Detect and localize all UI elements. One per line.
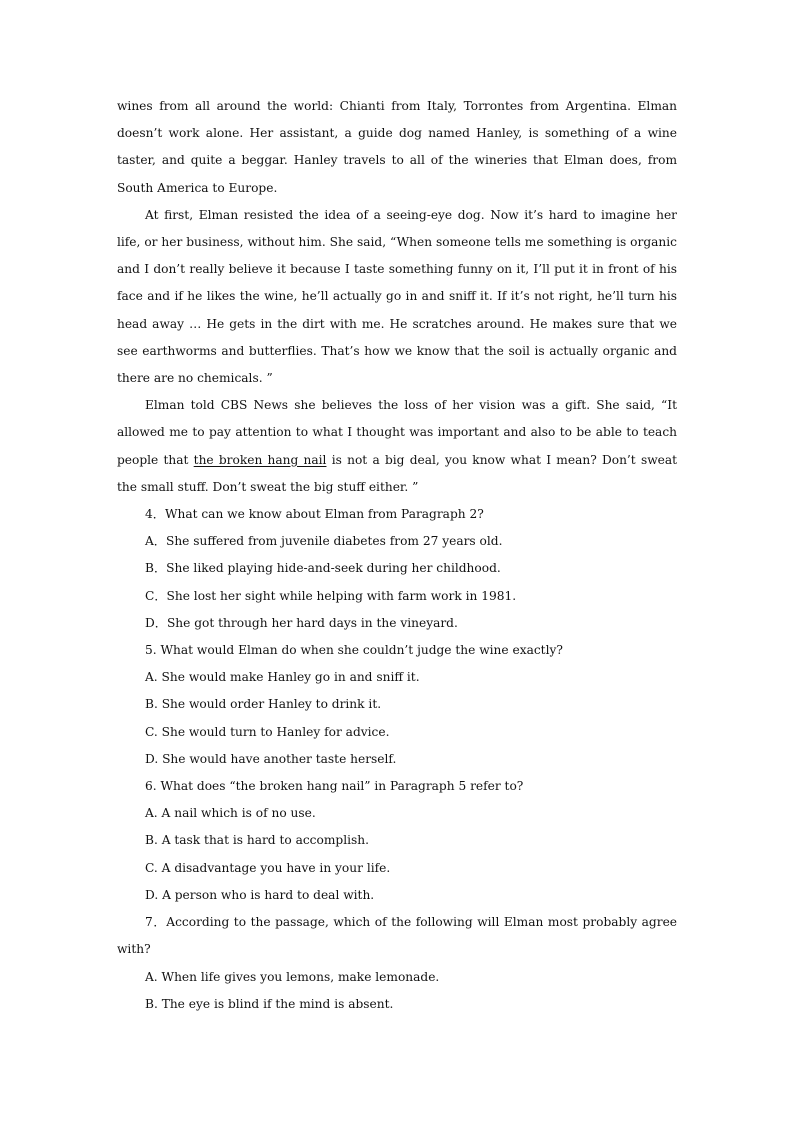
paragraph-5 (117, 392, 677, 501)
paragraph-5-after: is not a big deal, you know what I mean? Don’t sweat the small stuff. Don’t sweat the big stuff either. ” (117, 452, 678, 494)
question-stem: 7．According to the passage, which of the following will Elman most probably agree with? (117, 915, 677, 957)
option-a: A. She would make Hanley go in and sniff it. (145, 670, 420, 685)
question-7 (117, 909, 677, 1018)
option-b: B. The eye is blind if the mind is absent. (145, 996, 394, 1011)
paragraph-continued: wines from all around the world: Chianti from Italy, Torrontes from Argentina. Elman doesn’t work alone. Her assistant, a guide dog named Hanley, is something of a wine taster, and quite a beggar. Hanley travels to all of the wineries that Elman does, from South America to Europe. (117, 99, 677, 195)
option-b: B. A task that is hard to accomplish. (145, 833, 369, 848)
option-a: A. A nail which is of no use. (145, 806, 316, 821)
option-d: D. A person who is hard to deal with. (145, 887, 375, 902)
option-c: C. A disadvantage you have in your life. (145, 860, 391, 875)
question-stem: 4．What can we know about Elman from Paragraph 2? (145, 507, 484, 522)
option-a: A．She suffered from juvenile diabetes from 27 years old. (145, 534, 503, 549)
option-c: C．She lost her sight while helping with farm work in 1981. (145, 588, 517, 603)
option-d: D. She would have another taste herself. (145, 751, 397, 766)
question-stem: 6. What does “the broken hang nail” in Paragraph 5 refer to? (145, 779, 524, 794)
option-a: A. When life gives you lemons, make lemonade. (145, 969, 440, 984)
paragraph-5-before: Elman told CBS News she believes the loss of her vision was a gift. She said, “It allowed me to pay attention to what I thought was important and also to be able to teach people that (117, 398, 677, 467)
question-stem: 5. What would Elman do when she couldn’t judge the wine exactly? (145, 643, 563, 658)
option-d: D．She got through her hard days in the vineyard. (145, 615, 458, 630)
underlined-phrase: the broken hang nail (193, 452, 327, 467)
option-b: B．She liked playing hide-and-seek during her childhood. (145, 561, 501, 576)
paragraph-4: At first, Elman resisted the idea of a seeing-eye dog. Now it’s hard to imagine her life, or her business, without him. She said, “When someone tells me something is organic and I don’t really believe it because I taste something funny on it, I’ll put it in front of his face and if he likes the wine, he’ll actually go in and sniff it. If it’s not right, he’ll turn his head away … He gets in the dirt with me. He scratches around. He makes sure that we see earthworms and butterflies. That’s how we know that the soil is actually organic and there are no chemicals. ” (117, 207, 677, 386)
document-page (117, 93, 677, 1018)
option-b: B. She would order Hanley to drink it. (145, 697, 382, 712)
question-6 (117, 773, 677, 909)
option-c: C. She would turn to Hanley for advice. (145, 724, 390, 739)
question-4 (117, 501, 677, 637)
question-5 (117, 637, 677, 773)
